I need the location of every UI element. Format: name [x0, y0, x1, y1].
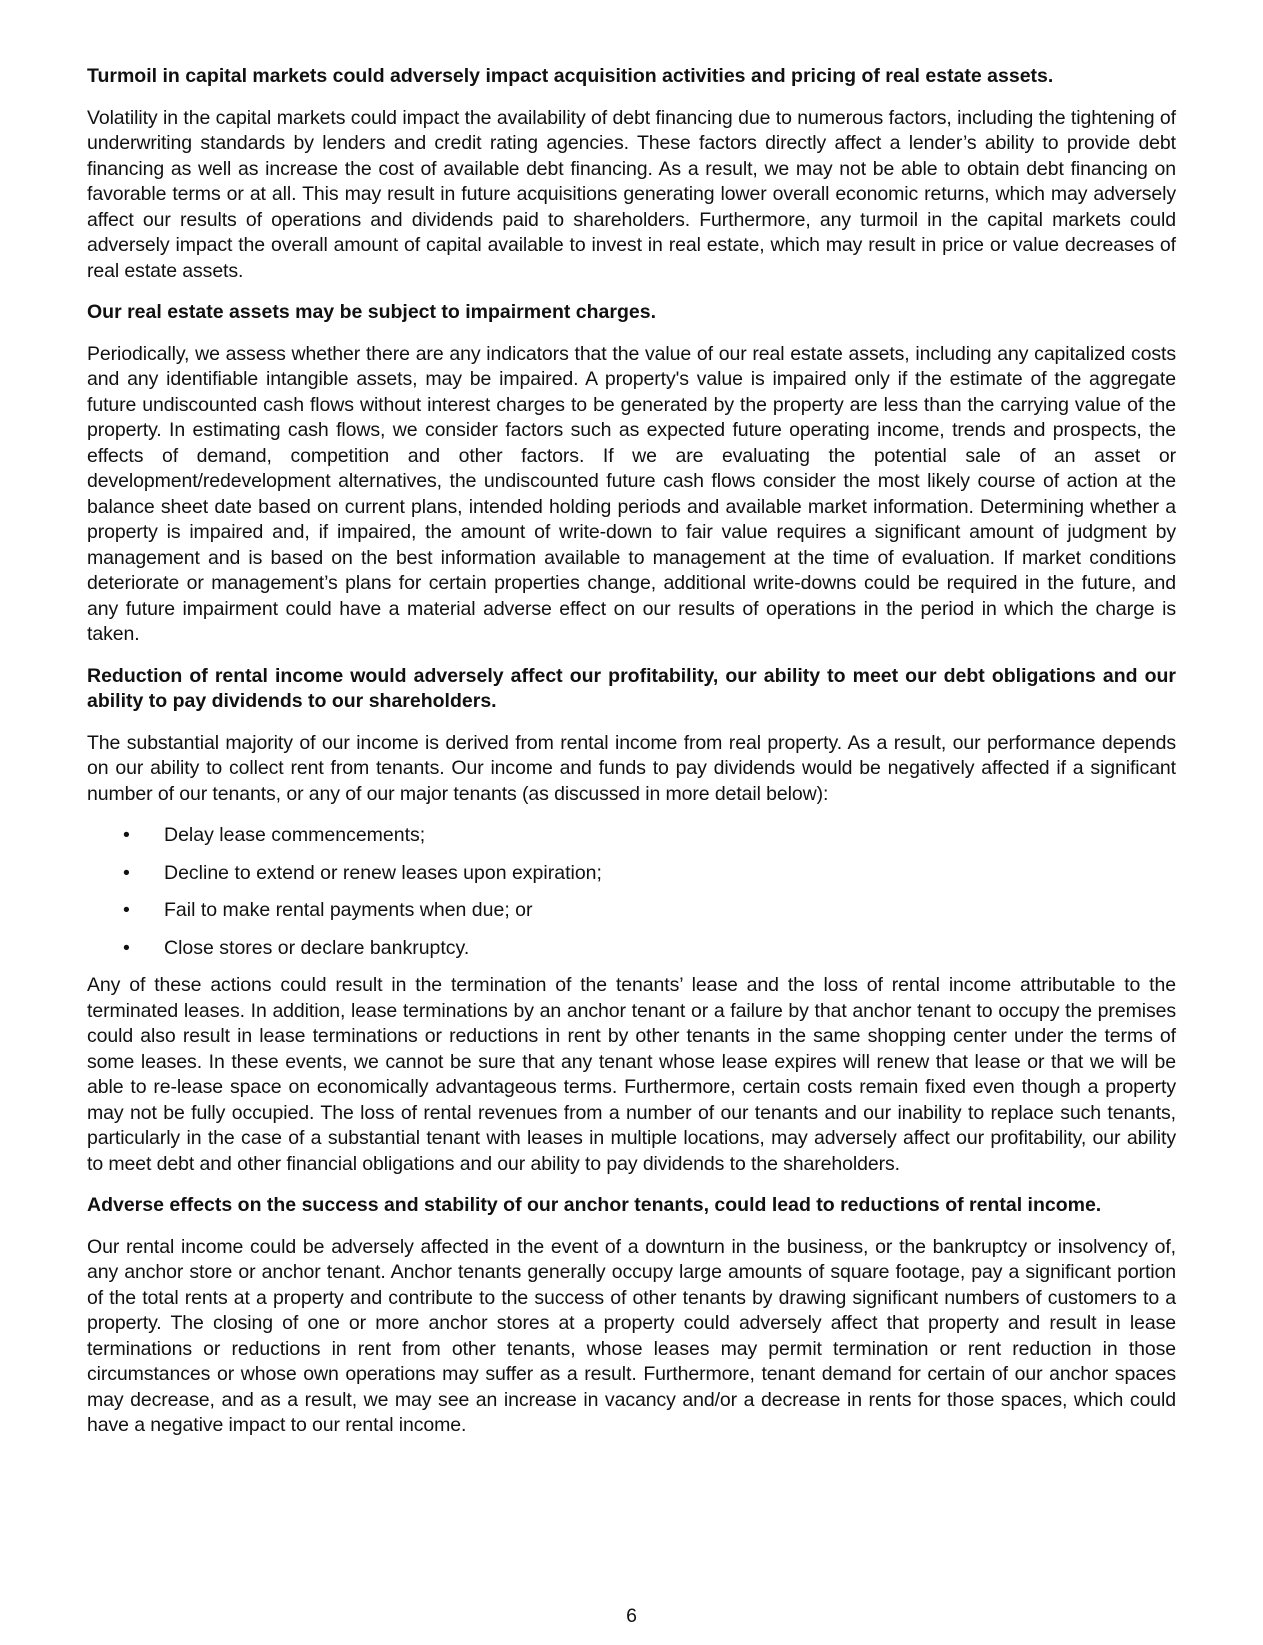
- list-item-text: Decline to extend or renew leases upon expiration;: [164, 861, 602, 884]
- bullet-list: [87, 823, 1176, 961]
- list-item: [87, 936, 1176, 962]
- bullet-icon: •: [123, 861, 130, 884]
- list-item-text: Delay lease commencements;: [164, 824, 426, 846]
- section-heading: Our real estate assets may be subject to impairment charges.: [87, 301, 656, 323]
- list-item: [87, 823, 1176, 849]
- section-capital-markets: [87, 64, 1176, 284]
- bullet-icon: •: [123, 899, 130, 921]
- section-impairment: [87, 300, 1176, 648]
- section-heading: Turmoil in capital markets could adversely impact acquisition activities and pricing of real estate assets.: [87, 65, 1054, 87]
- section-paragraph-continued: Any of these actions could result in the termination of the tenants’ lease and the loss of rental income attributable to the terminated leases. In addition, lease terminations by an anchor tenant or a failure by that anchor tenant to occupy the premises could also result in lease terminations or reductions in rent by other tenants in the same shopping center under the terms of some leases. In these events, we cannot be sure that any tenant whose lease expires will renew that lease or that we will be able to re-lease space on economically advantageous terms. Furthermore, certain costs remain fixed even though a property may not be fully occupied. The loss of rental revenues from a number of our tenants and our inability to replace such tenants, particularly in the case of a substantial tenant with leases in multiple locations, may adversely affect our profitability, our ability to meet debt and other financial obligations and our ability to pay dividends to the shareholders.: [87, 974, 1176, 1175]
- section-rental-income: [87, 664, 1176, 1178]
- section-heading: Reduction of rental income would adversely affect our profitability, our ability to meet our debt obligations and our ability to pay dividends to our shareholders.: [87, 664, 1176, 712]
- section-paragraph: The substantial majority of our income is derived from rental income from real property. As a result, our performance depends on our ability to collect rent from tenants. Our income and funds to pay dividends would be negatively affected if a significant number of our tenants, or any of our major tenants (as discussed in more detail below):: [87, 731, 1176, 805]
- section-heading: Adverse effects on the success and stability of our anchor tenants, could lead to reductions of rental income.: [87, 1194, 1102, 1216]
- document-page: [87, 64, 1176, 1455]
- section-paragraph: Our rental income could be adversely affected in the event of a downturn in the business, or the bankruptcy or insolvency of, any anchor store or anchor tenant. Anchor tenants generally occupy large amounts of square footage, pay a significant portion of the total rents at a property and contribute to the success of other tenants by drawing significant numbers of customers to a property. The closing of one or more anchor stores at a property could adversely affect that property and result in lease terminations or reductions in rent from other tenants, whose leases may permit termination or rent reduction in those circumstances or whose own operations may suffer as a result. Furthermore, tenant demand for certain of our anchor spaces may decrease, and as a result, we may see an increase in vacancy and/or a decrease in rents for those spaces, which could have a negative impact to our rental income.: [87, 1235, 1176, 1436]
- list-item-text: Fail to make rental payments when due; or: [164, 899, 533, 921]
- section-paragraph: Periodically, we assess whether there are any indicators that the value of our real estate assets, including any capitalized costs and any identifiable intangible assets, may be impaired. A property's value is impaired only if the estimate of the aggregate future undiscounted cash flows without interest charges to be generated by the property are less than the carrying value of the property. In estimating cash flows, we consider factors such as expected future operating income, trends and prospects, the effects of demand, competition and other factors. If we are evaluating the potential sale of an asset or development/redevelopment alternatives, the undiscounted future cash flows consider the most likely course of action at the balance sheet date based on current plans, intended holding periods and available market information. Determining whether a property is impaired and, if impaired, the amount of write-down to fair value requires a significant amount of judgment by management and is based on the best information available to management at the time of evaluation. If market conditions deteriorate or management’s plans for certain properties change, additional write-downs could be required in the future, and any future impairment could have a material adverse effect on our results of operations in the period in which the charge is taken.: [87, 342, 1176, 645]
- list-item-text: Close stores or declare bankruptcy.: [164, 936, 470, 959]
- page-number: 6: [626, 1605, 637, 1627]
- bullet-icon: •: [123, 824, 130, 846]
- section-anchor-tenants: [87, 1193, 1176, 1439]
- section-paragraph: Volatility in the capital markets could impact the availability of debt financing due to numerous factors, including the tightening of underwriting standards by lenders and credit rating agencies. These factors directly affect a lender’s ability to provide debt financing as well as increase the cost of available debt financing. As a result, we may not be able to obtain debt financing on favorable terms or at all. This may result in future acquisitions generating lower overall economic returns, which may adversely affect our results of operations and dividends paid to shareholders. Furthermore, any turmoil in the capital markets could adversely impact the overall amount of capital available to invest in real estate, which may result in price or value decreases of real estate assets.: [87, 106, 1176, 282]
- list-item: [87, 898, 1176, 924]
- list-item: [87, 861, 1176, 887]
- bullet-icon: •: [123, 936, 130, 959]
